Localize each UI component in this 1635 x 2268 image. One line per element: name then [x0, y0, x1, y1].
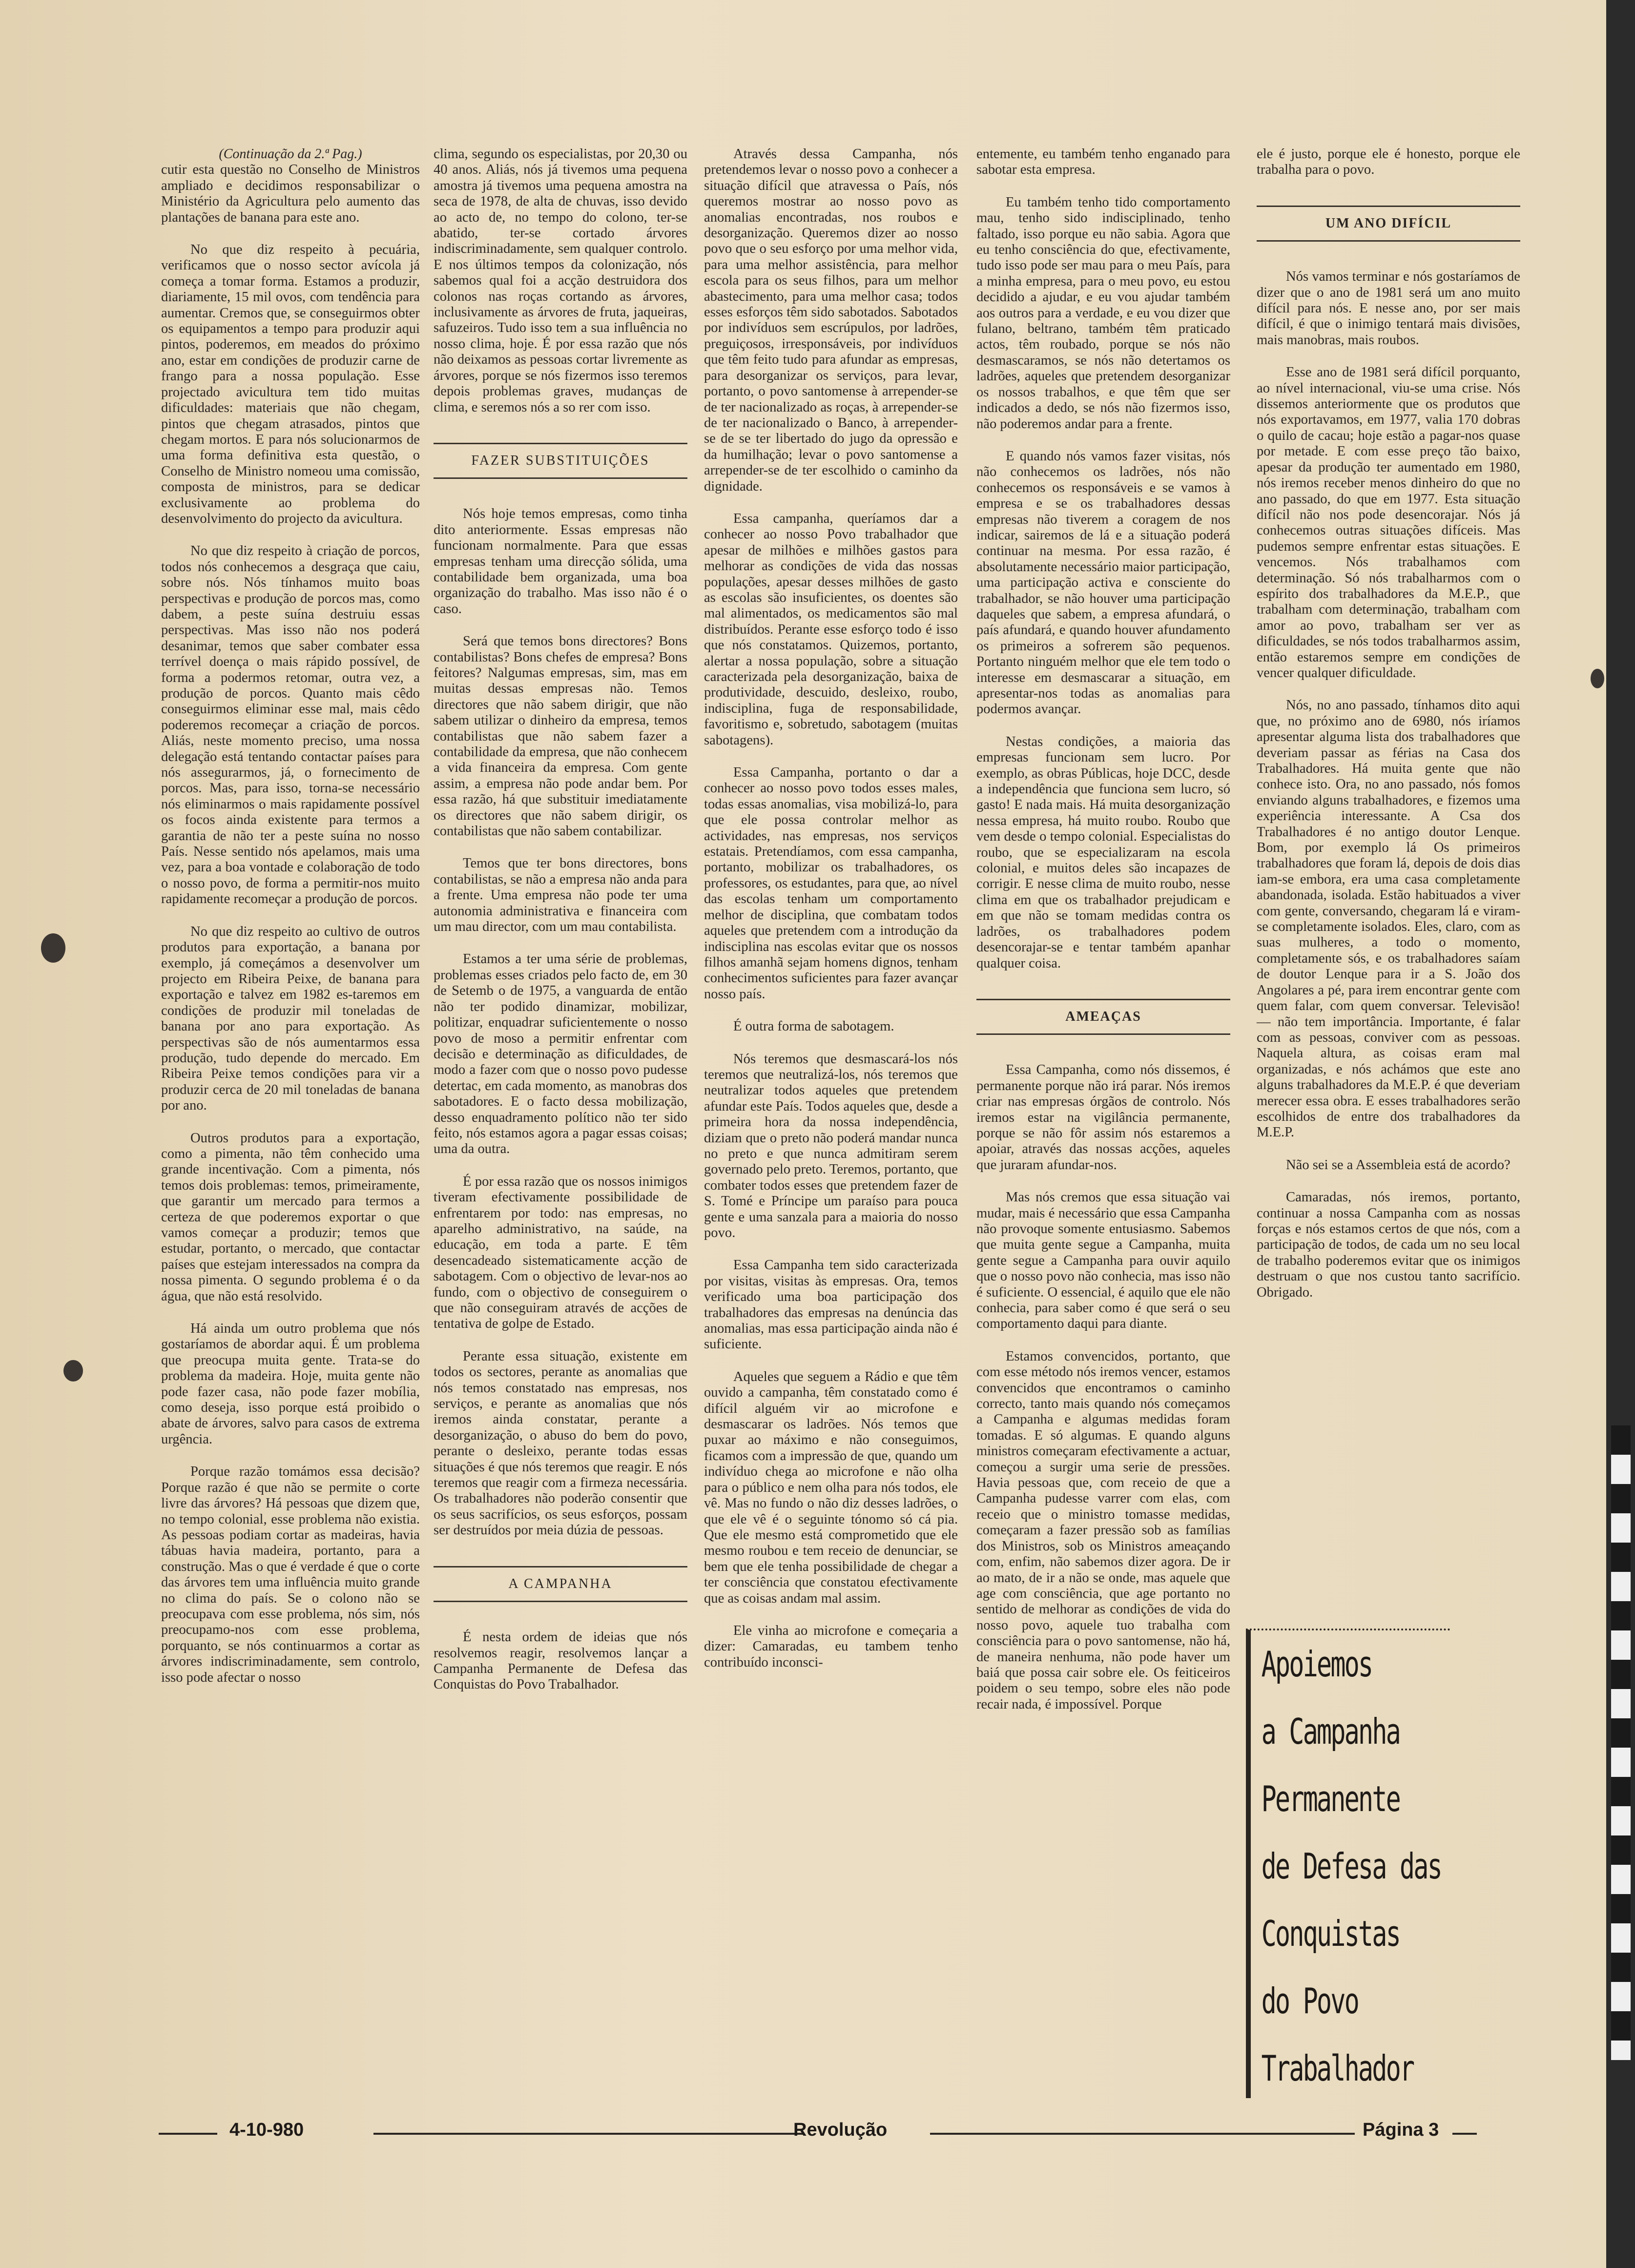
footer-date: 4-10-980: [229, 2120, 304, 2140]
paragraph: Essa Campanha, portanto o dar a conhecer ao nosso povo todos esses males, todas essas anomalias, visa mobilizá-lo, para que ele possa controlar melhor as actividades, nas empresas, nos serviços estatais. Pretendíamos, com essa campanha, portanto, mobilizar os trabalhadores, os professores, os estudantes, para que, ao nível das escolas tenham um comportamento melhor de disciplina, que combatam todos aqueles que pretendem com a introdução da indisciplina nas escolas evitar que os nossos filhos amanhã sejam homens dignos, tenham conhecimentos suficientes para fazer avançar nosso país.: [704, 765, 958, 1002]
column-4: [976, 146, 1230, 1729]
footer-rule: [1452, 2133, 1477, 2135]
punch-hole-bottom: [63, 1360, 83, 1381]
column-1: [161, 146, 420, 1702]
paragraph: No que diz respeito à pecuária, verificamos que o nosso sector avícola já começa a tomar forma. Estamos a produzir, diariamente, 15 mil ovos, com tendência para aumentar. Cremos que, se conseguirmos obter os equipamentos a tempo para produzir aqui pintos, poderemos, em meados do próximo ano, estar em condições de produzir carne de frango para a nossa população. Esse projectado avicultura tem tido muitas dificuldades: materiais que não chegam, pintos que chegam atrasados, pintos que chegam mortos. E para nós solucionarmos de uma forma definitiva esta questão, o Conselho de Ministro nomeou uma comissão, composta de ministros, para se dedicar exclusivamente ao problema do desenvolvimento do projecto da avicultura.: [161, 242, 420, 526]
paragraph: Camaradas, nós iremos, portanto, continuar a nossa Campanha com as nossas forças e nós estamos certos de que nós, com a participação de todos, de cada um no seu local de trabalho poderemos evitar que os inimigos destruam o que nos custou tanto sacrifício. Obrigado.: [1257, 1190, 1520, 1300]
paragraph: Nós, no ano passado, tínhamos dito aqui que, no próximo ano de 6980, nós iríamos apresentar alguma lista dos trabalhadores que deveriam passar as férias na Casa dos Trabalhadores. Há muita gente que não conhece isto. Ora, no ano passado, nós fomos enviando alguns trabalhadores, e fizemos uma experiência interessante. A Csa dos Trabalhadores é no antigo doutor Lenque. Bom, por exemplo lá Os primeiros trabalhadores que foram lá, depois de dois dias iam-se embora, era uma casa completamente abandonada, isolada. Estão habituados a viver com gente, conversando, chegaram lá e viram-se completamente isolados. Eles, claro, com as suas mulheres, a todo o momento, completamente sós, e os trabalhadores saíam de doutor Lenque para ir a S. João dos Angolares a pé, para irem encontrar gente com quem falar, com quem conversar. Televisão! — não tem importância. Importante, é falar com as pessoas, conviver com as pessoas. Naquela altura, as coisas eram mal organizadas, e nós achámos que este ano alguns trabalhadores da M.E.P. é que deveriam merecer essa obra. E esses trabalhadores serão escolhidos de entre dos trabalhadores da M.E.P.: [1257, 698, 1520, 1140]
paragraph: Eu também tenho tido comportamento mau, tenho sido indisciplinado, tenho faltado, isso porque eu não sabia. Agora que eu tenho consciência do que, efectivamente, tudo isso pode ser mau para o meu País, para a minha empresa, para o meu povo, eu estou decidido a ajudar, e eu vou ajudar também aos outros para a verdade, e eu vou dizer que fulano, beltrano, também têm praticado actos, têm roubado, porque se nós não desmascaramos, se nós não detertamos os ladrões, aqueles que pretendem desorganizar os nossos trabalhos, e que têm que ser indicados a dedo, se nós não fizermos isso, não poderemos andar para a frente.: [976, 194, 1230, 432]
paragraph: Outros produtos para a exportação, como a pimenta, não têm conhecido uma grande incentivação. Com a pimenta, nós temos dois problemas: temos, primeiramente, que garantir um mercado para termos a certeza de que poderemos exportar o que vamos começar a produzir; temos que estudar, portanto, o mercado, que contactar países que estejam interessados na compra da nossa pimenta. O segundo problema é o da água, que não está resolvido.: [161, 1130, 420, 1304]
paragraph: E quando nós vamos fazer visitas, nós não conhecemos os ladrões, nós não conhecemos os responsáveis e se vamos à empresa e se os trabalhadores dessas empresas não tiverem a coragem de nos indicar, sairemos de lá e a situação poderá continuar na mesma. Por essa razão, é absolutamente necessário maior participação, uma participação activa e consciente do trabalhador, se não houver uma participação daqueles que sabem, a empresa afundará, o país afundará, e quando houver afundamento os primeiros a sofrerem são pequenos. Portanto ninguém melhor que ele tem todo o interesse em desmascarar a situação, em apresentar-nos todas as anomalias para podermos avançar.: [976, 448, 1230, 717]
paragraph: Nós vamos terminar e nós gostaríamos de dizer que o ano de 1981 será um ano muito difícil para nós. E nesse ano, por ser mais difícil, é que o inimigo tentará mais divisões, mais manobras, mais roubos.: [1257, 269, 1520, 348]
paragraph: ele é justo, porque ele é honesto, porque ele trabalha para o povo.: [1257, 146, 1520, 178]
paragraph: Há ainda um outro problema que nós gostaríamos de abordar aqui. É um problema que preocupa muita gente. Trata-se do problema da madeira. Hoje, muita gente não pode fazer casa, não pode fazer mobília, como deseja, isso porque está proibido o abate de árvores, salvo para casos de extrema urgência.: [161, 1321, 420, 1447]
scale-ruler: [1611, 1425, 1631, 2060]
paragraph: Nós hoje temos empresas, como tinha dito anteriormente. Essas empresas não funcionam normalmente. Para que essas empresas tenham uma direcção sólida, uma contabilidade bem organizada, uma boa organização do trabalho. Mas isso não é o caso.: [434, 506, 687, 617]
campaign-slogan-line: Conquistas: [1261, 1913, 1400, 1954]
paragraph: Não sei se a Assembleia está de acordo?: [1286, 1157, 1511, 1173]
paragraph: Ele vinha ao microfone e começaria a dizer: Camaradas, eu tambem tenho contribuído inconsci-: [704, 1623, 958, 1670]
paragraph: Nós teremos que desmascará-los nós teremos que neutralizá-los, nós teremos que neutralizar todos aqueles que pretendem afundar este País. Todos aqueles que, desde a primeira hora da nossa independência, diziam que o preto não poderá mandar nunca no preto e que nunca admitiram serem governado pelo preto. Teremos, portanto, que combater todos esses que pretendem fazer de S. Tomé e Príncipe um paraíso para pouca gente e uma sanzala para a maioria do nosso povo.: [704, 1051, 958, 1240]
paragraph: Essa campanha, queríamos dar a conhecer ao nosso Povo trabalhador que apesar de milhões e milhões gastos para melhorar as condições de vida das nossas populações, apesar desses milhões de gasto as escolas são insuficientes, os doentes são mal alimentados, os medicamentos são mal distribuídos. Perante esse esforço todo é isso que nós constatamos. Quizemos, portanto, alertar a nossa população, sobre a situação caracterizada pela desorganização, baixa de produtividade, descuido, desleixo, roubo, indisciplina, fuga de responsabilidade, favoritismo e, sobretudo, sabotagem (muitas sabotagens).: [704, 511, 958, 748]
section-heading: AMEAÇAS: [976, 999, 1230, 1035]
paragraph: Será que temos bons directores? Bons contabilistas? Bons chefes de empresa? Bons feitores? Nalgumas empresas, sim, mas em muitas dessas empresas não. Temos directores que não sabem dirigir, que não sabem utilizar o dinheiro da empresa, temos contabilistas que não sabem fazer a contabilidade da empresa, que não conhecem a vida financeira da empresa. Com gente assim, a empresa não pode andar bem. Por essa razão, há que substituir imediatamente os directores que não sabem dirigir, os contabilistas que não sabem contabilizar.: [434, 634, 687, 839]
edge-tear: [1591, 669, 1604, 688]
section-heading: A CAMPANHA: [434, 1566, 687, 1602]
campaign-slogan-line: a Campanha: [1261, 1711, 1400, 1752]
footer-page-number: Página 3: [1355, 2120, 1447, 2141]
paragraph: No que diz respeito ao cultivo de outros produtos para exportação, a banana por exemplo, já começámos a desenvolver um projecto em Ribeira Peixe, de banana para exportação e talvez em 1982 es-taremos em condições de produzir mil toneladas de banana por ano para exportação. As perspectivas são de nós aumentarmos essa produção, tudo depende do mercado. Em Ribeira Peixe temos condições para vir a produzir cerca de 20 mil toneladas de banana por ano.: [161, 924, 420, 1113]
section-heading: FAZER SUBSTITUIÇÕES: [434, 443, 687, 479]
campaign-box: [1246, 1629, 1450, 2098]
section-heading: UM ANO DIFÍCIL: [1257, 206, 1520, 242]
page-footer: [159, 2120, 1477, 2149]
paragraph: cutir esta questão no Conselho de Ministros ampliado e decidimos responsabilizar o Ministério da Agricultura pelo aumento das plantações de banana para este ano.: [161, 162, 420, 225]
paragraph: Aqueles que seguem a Rádio e que têm ouvido a campanha, têm constatado como é difícil alguém vir ao microfone e desmascarar os ladrões. Nós temos que puxar ao máximo e não conseguimos, ficamos com a impressão de que, quando um indivíduo chega ao microfone e não olha para o público e nem olha para nós todos, ele vê. Mas no fundo o não diz desses ladrões, o que ele vê é o seguinte tónomo só cá pia. Que ele mesmo está comprometido que ele mesmo roubou e tem receio de denunciar, se bem que ele tenha possibilidade de chegar a ter consciência que constatou efectivamente que as coisas andam mal assim.: [704, 1369, 958, 1606]
paragraph: É por essa razão que os nossos inimigos tiveram efectivamente possibilidade de enfrentarem por todo: nas empresas, no aparelho administrativo, na saúde, na educação, em toda a parte. E têm desencadeado sistematicamente acção de sabotagem. Com o objectivo de levar-nos ao fundo, com o objectivo de conseguirem o que não conseguiram através de acções de tentativa de golpe de Estado.: [434, 1174, 687, 1332]
footer-rule: [373, 2133, 803, 2135]
paragraph: Essa Campanha, como nós dissemos, é permanente porque não irá parar. Nós iremos criar nas empresas órgãos de controlo. Nós iremos estar na vigilância permanente, porque se não fôr assim nós estaremos a apoiar, através das nossas acções, aqueles que juraram afundar-nos.: [976, 1062, 1230, 1173]
paragraph: clima, segundo os especialistas, por 20,30 ou 40 anos. Aliás, nós já tivemos uma pequena amostra já tivemos uma pequena amostra na seca de 1978, de alta de chuvas, isso devido ao acto de, no tempo do colono, ter-se abatido, ter-se cortado árvores indiscriminadamente, sem qualquer controlo. E nos últimos tempos da colonização, nós sabemos qual foi a acção destruidora dos colonos nas roças cortando as árvores, inclusivamente as árvores de fruta, jaqueiras, safuzeiros. Tudo isso tem a sua influência no nosso clima, hoje. É por essa razão que nós não deixamos as pessoas cortar livremente as árvores, porque se nós fizermos isso teremos depois problemas graves, mudanças de clima, e seremos nós a so rer com isso.: [434, 146, 687, 415]
paragraph: Nestas condições, a maioria das empresas funcionam sem lucro. Por exemplo, as obras Públicas, hoje DCC, desde a independência que funciona sem lucro, só gasto! E nada mais. Há muita desorganização nessa empresa, há muito roubo. Roubo que vem desde o tempo colonial. Especialistas do roubo, que se especializaram na escola colonial, e muitos deles são incapazes de corrigir. E nesse clima de muito roubo, nesse clima em que os trabalhador prejudicam e em que não se tomam medidas contra os ladrões, os trabalhadores podem desencorajar-se e tentar também apanhar qualquer coisa.: [976, 734, 1230, 971]
campaign-slogan-line: Trabalhador: [1261, 2048, 1414, 2089]
campaign-slogan-line: do Povo: [1261, 1980, 1358, 2021]
paragraph: Essa Campanha tem sido caracterizada por visitas, visitas às empresas. Ora, temos verificado uma boa participação dos trabalhadores das empresas na denúncia das anomalias, mas essa participação ainda não é suficiente.: [704, 1258, 958, 1352]
footer-paper-name: Revolução: [793, 2120, 888, 2140]
paragraph: No que diz respeito à criação de porcos, todos nós conhecemos a desgraça que caiu, sobre nós. Nós tínhamos muito boas perspectivas e produção de porcos mas, como dabem, a peste suína destruiu essas perspectivas. Mas isso não nos poderá desanimar, temos que saber combater essa terrível doença o mais rápido possível, de forma a podermos retomar, outra vez, a produção de porcos. Quanto mais cêdo conseguirmos eliminar esse mal, mais cêdo poderemos recomeçar a criação de porcos. Aliás, neste momento preciso, uma nossa delegação está tentando contactar países para nós assegurarmos, já, o fornecimento de porcos. Mas, para isso, torna-se necessário nós eliminarmos o mais rapidamente possível os focos ainda existente para termos a garantia de não ter a peste suína no nosso País. Nesse sentido nós apelamos, mais uma vez, para a boa vontade e colaboração de todo o nosso povo, de forma a permitir-nos muito rapidamente recomeçar a produção de porcos.: [161, 543, 420, 907]
campaign-slogan-line: Permanente: [1261, 1778, 1400, 1819]
column-2: [434, 146, 687, 1710]
paragraph: É outra forma de sabotagem.: [733, 1019, 894, 1034]
paragraph: Perante essa situação, existente em todos os sectores, perante as anomalias que nós temos constatado nas empresas, nos serviços, e perante as anomalias que nós iremos ainda constatar, perante a desorganização, o abuso do bem do povo, perante o desleixo, perante todas essas situações é que nós teremos que reagir. E nós teremos que reagir com a firmeza necessária. Os trabalhadores não poderão consentir que os seus sacrifícios, os seus esforços, possam ser destruídos por meia dúzia de pessoas.: [434, 1348, 687, 1538]
footer-rule: [930, 2133, 1423, 2135]
paragraph: Através dessa Campanha, nós pretendemos levar o nosso povo a conhecer a situação difícil que atravessa o País, nós queremos mostrar ao nosso povo as anomalias encontradas, nos roubos e desorganização. Queremos dizer ao nosso povo que o seu esforço por uma melhor vida, para uma melhor assistência, para melhor escola para os seus filhos, para um melhor abastecimento, para uma melhor casa; todos esses esforços têm sido sabotados. Sabotados por indivíduos sem escrúpulos, por ladrões, preguiçosos, irresponsáveis, por indivíduos que têm feito tudo para afundar as empresas, para desorganizar os serviços, para levar, portanto, o povo santomense à arrepender-se de ter nacionalizado as roças, à arrepender-se de ter nacionalizado o Banco, à arrepender-se de se ter libertado do jugo da opressão e da humilhação; levar o povo santomense a arrepender-se de ter escolhido o caminho da dignidade.: [704, 146, 958, 494]
paragraph: Estamos convencidos, portanto, que com esse método nós iremos vencer, estamos convencidos que encontramos o caminho correcto, tanto mais quando nós começamos a Campanha e algumas medidas foram tomadas. E só algumas. E quando alguns ministros começaram efectivamente a actuar, começou a surgir uma serie de pressões. Havia pessoas que, com receio de que a Campanha pudesse varrer com elas, com receio que o ministro tomasse medidas, começaram a fazer pressão sob as famílias dos Ministros, sob os Ministros ameaçando com, enfim, não sabemos dizer agora. De ir ao mato, de ir a não se onde, mas aquele que age com consciência, que age portanto no sentido de melhorar as condições de vida do nosso povo, aquele tuo trabalha com consciência para o povo santomense, não há, de maneira nenhuma, não pode haver um baiá que possa cair sobre ele. Os feiticeiros poidem o seu tempo, sobre eles não pode recair nada, é impossível. Porque: [976, 1348, 1230, 1712]
campaign-slogan-line: Apoiemos: [1261, 1644, 1372, 1685]
continuation-note: (Continuação da 2.ª Pag.): [219, 146, 362, 162]
paragraph: É nesta ordem de ideias que nós resolvemos reagir, resolvemos lançar a Campanha Permanente de Defesa das Conquistas do Povo Trabalhador.: [434, 1629, 687, 1692]
paragraph: Esse ano de 1981 será difícil porquanto, ao nível internacional, viu-se uma crise. Nós dissemos anteriormente que os produtos que nós exportavamos, em 1977, valia 170 dobras o quilo de cacau; hoje estão a pagar-nos quase por metade. E com esse preço tão baixo, apesar da produção ter aumentado em 1980, nós iremos receber menos dinheiro do que no ano passado, do que em 1977. Esta situação difícil não nos pode desencorajar. Nós já conhecemos outras situações difíceis. Mas pudemos sempre enfrentar estas situações. E vencemos. Nós trabalhamos com determinação. Só nós trabalharmos com o espírito dos trabalhadores da M.E.P., que trabalham com determinação, trabalham com amor ao povo, trabalham ser ver as dificuldades, se nós todos trabalharmos assim, então estaremos sempre em condições de vencer qualquer dificuldade.: [1257, 365, 1520, 680]
paragraph: entemente, eu também tenho enganado para sabotar esta empresa.: [976, 146, 1230, 178]
punch-hole-top: [41, 933, 65, 963]
paragraph: Estamos a ter uma série de problemas, problemas esses criados pelo facto de, em 30 de Setemb o de 1975, a vanguarda de então não ter podido dinamizar, mobilizar, politizar, enquadrar suficientemente o nosso povo de moso a permitir enfrentar com decisão e determinação as dificuldades, de modo a fazer com que o nosso povo pudesse detertac, em cada momento, as manobras dos sabotadores. E o facto dessa mobilização, desso enquadramento político não ter sido feito, nós estamos agora a pagar essas coisas; uma da outra.: [434, 951, 687, 1157]
column-5: [1257, 146, 1520, 1317]
column-3: [704, 146, 958, 1687]
paragraph: Temos que ter bons directores, bons contabilistas, se não a empresa não anda para a frente. Uma empresa não pode ter uma autonomia administrativa e financeira com um mau director, com um mau contabilista.: [434, 856, 687, 935]
campaign-slogan-line: de Defesa das: [1261, 1846, 1441, 1887]
paragraph: Porque razão tomámos essa decisão? Porque razão é que não se permite o corte livre das árvores? Há pessoas que dizem que, no tempo colonial, esse problema não existia. As pessoas podiam cortar as madeiras, havia tábuas havia madeira, portanto, para a construção. Mas o que é verdade é que o corte das árvores tem uma influência muito grande no clima do país. Se o colono não se preocupava com esse problema, nós sim, nós preocupamo-nos com esse problema, porquanto, se nós continuarmos a cortar as árvores indiscriminadamente, sem controlo, isso pode afectar o nosso: [161, 1464, 420, 1685]
paragraph: Mas nós cremos que essa situação vai mudar, mais é necessário que essa Campanha não provoque somente entusiasmo. Sabemos que muita gente segue a Campanha, muita gente segue a Campanha para ouvir aquilo que o nosso povo não conhecia, mas isso não é suficiente. O essencial, é aquilo que ele não conhecia, para saber como é que será o seu comportamento daqui para diante.: [976, 1190, 1230, 1332]
footer-rule: [159, 2133, 217, 2135]
